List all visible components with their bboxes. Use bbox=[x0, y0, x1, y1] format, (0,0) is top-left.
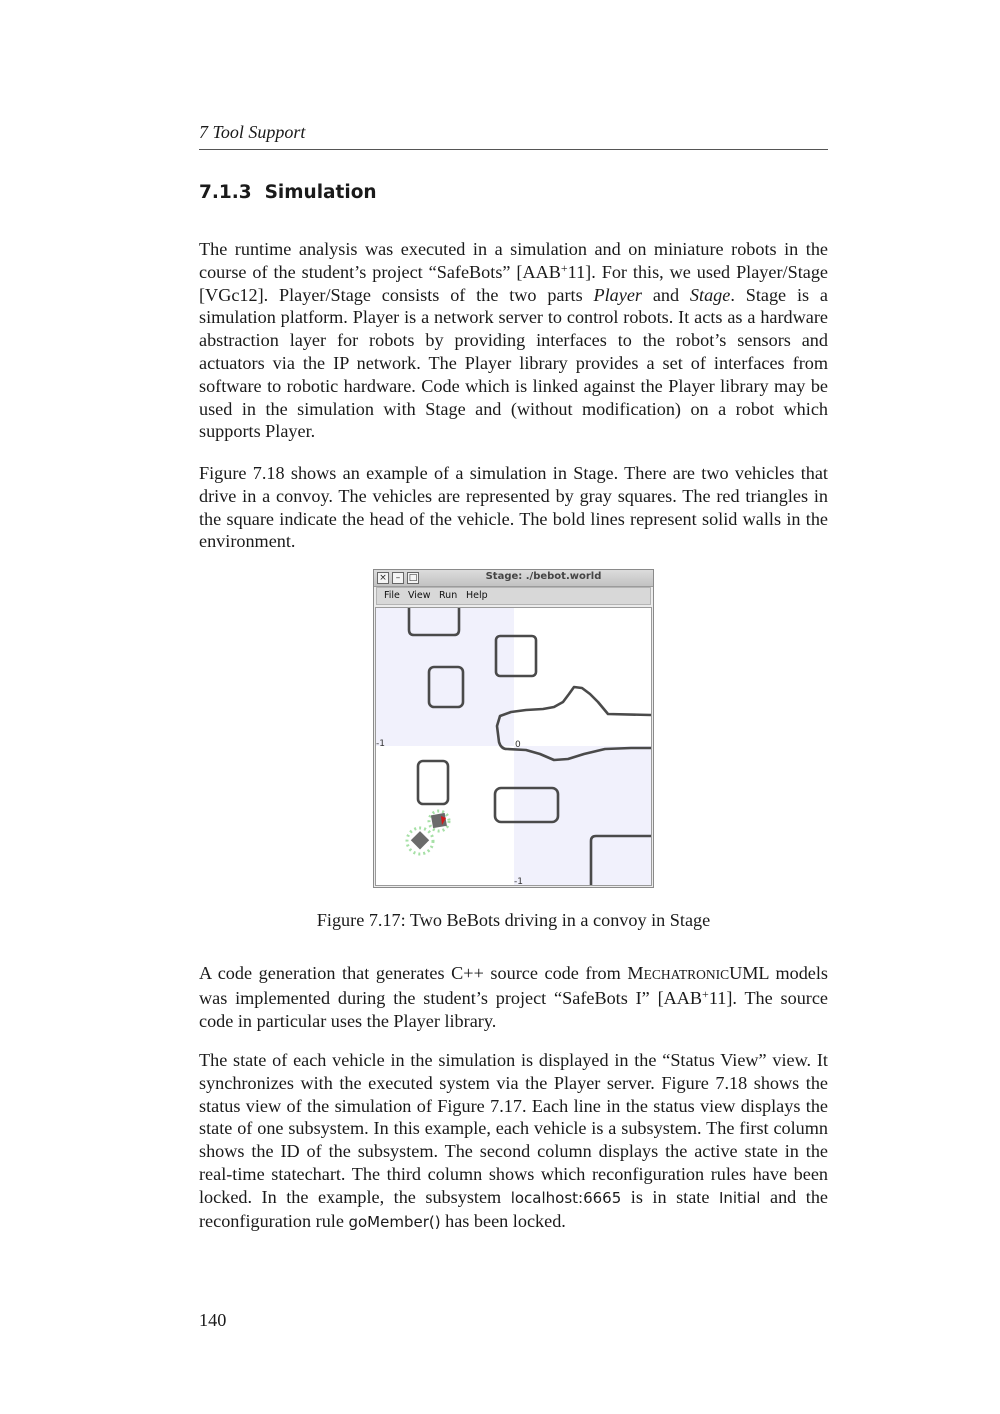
quadrant-top-left bbox=[376, 608, 514, 746]
text-run: and the reconfiguration rule bbox=[199, 1186, 828, 1231]
window-title: Stage: ./bebot.world bbox=[485, 571, 602, 582]
text-run: is in state bbox=[621, 1186, 719, 1207]
paragraph-1 bbox=[199, 238, 828, 443]
simulation-canvas bbox=[375, 607, 652, 886]
text-run: UML bbox=[729, 963, 769, 983]
page-number: 140 bbox=[199, 1310, 227, 1330]
header-rule bbox=[199, 149, 828, 150]
running-head: 7 Tool Support bbox=[199, 122, 306, 142]
menu-bar bbox=[376, 587, 651, 605]
text-run: has been locked. bbox=[440, 1210, 566, 1231]
text-run: A code generation that generates C++ source code from bbox=[199, 963, 628, 983]
robot-2 bbox=[407, 828, 433, 854]
axis-label-left: -1 bbox=[376, 739, 385, 749]
minimize-button: – bbox=[392, 572, 404, 584]
maximize-button: □ bbox=[408, 573, 418, 583]
menu-run: Run bbox=[439, 590, 458, 601]
menu-file: File bbox=[384, 590, 400, 601]
menu-view: View bbox=[408, 590, 431, 601]
text-run: The state of each vehicle in the simulation is displayed in the “Status View” view. It synchronizes with the executed system via the Player server. Figure 7.18 shows the status view of the simulation of Figure 7.17. Each line in the status view displays the state of one subsystem. In this example, each vehicle is a subsystem. The first column shows the ID of the subsystem. The second column displays the active state in the real-time statechart. The third column shows which reconfiguration rules have been locked. In the example, the subsystem bbox=[199, 1050, 828, 1207]
text-run: models was implemented during the student’s project “SafeBots I” [AAB bbox=[199, 963, 828, 1008]
wall-box-bottom-left bbox=[418, 761, 448, 804]
window-titlebar bbox=[374, 570, 653, 587]
text-run: The runtime analysis was executed in a simulation and on miniature robots in the course of the student’s project “SafeBots” [AAB bbox=[199, 239, 828, 282]
axis-label-bottom: -1 bbox=[514, 877, 523, 885]
code-host: localhost:6665 bbox=[510, 1188, 622, 1207]
paragraph-3 bbox=[199, 962, 828, 1032]
text-run: and bbox=[642, 284, 690, 305]
text-run: 11]. The source code in particular uses the Player library. bbox=[199, 987, 829, 1031]
axis-label-origin: 0 bbox=[515, 740, 521, 750]
emphasis-stage: Stage bbox=[689, 284, 731, 305]
text-run: 11]. For this, we used Player/Stage [VGc12]. Player/Stage consists of the two parts bbox=[199, 261, 828, 305]
robot-1 bbox=[429, 811, 449, 831]
paragraph-4 bbox=[199, 1049, 828, 1233]
code-rule: goMember() bbox=[348, 1212, 441, 1231]
paragraph-2: Figure 7.18 shows an example of a simulation in Stage. There are two vehicles that drive in a convoy. The vehicles are represented by gray squares. The red triangles in the square indicate the head of the vehicle. The bold lines represent solid walls in the environment. bbox=[199, 463, 828, 552]
section-heading bbox=[199, 182, 377, 203]
section-title: Simulation bbox=[264, 182, 377, 203]
superscript: + bbox=[560, 260, 568, 275]
small-caps-rest: ECHATRONIC bbox=[643, 967, 730, 982]
figure-caption: Figure 7.17: Two BeBots driving in a convoy in Stage bbox=[316, 910, 711, 930]
text-run: . Stage is a simulation platform. Player is a network server to control robots. It acts as a hardware abstraction layer for robots by providing interfaces to the robot’s sensors and actuators via the IP network. The Player library provides a set of interfaces from software to robotic hardware. Code which is linked against the Player library may be used in the simulation with Stage and (without modification) on a robot which supports Player. bbox=[199, 284, 828, 442]
quadrant-bottom-right bbox=[514, 746, 651, 885]
close-button: × bbox=[377, 572, 389, 584]
simulation-map bbox=[376, 608, 651, 885]
emphasis-player: Player bbox=[593, 284, 642, 305]
stage-window bbox=[373, 569, 654, 888]
menu-help: Help bbox=[466, 590, 488, 601]
superscript: + bbox=[702, 986, 709, 1001]
section-number: 7.1.3 bbox=[199, 182, 252, 203]
robot-body-2 bbox=[411, 831, 429, 849]
code-state: Initial bbox=[718, 1188, 761, 1207]
small-caps-initial: M bbox=[627, 963, 644, 983]
